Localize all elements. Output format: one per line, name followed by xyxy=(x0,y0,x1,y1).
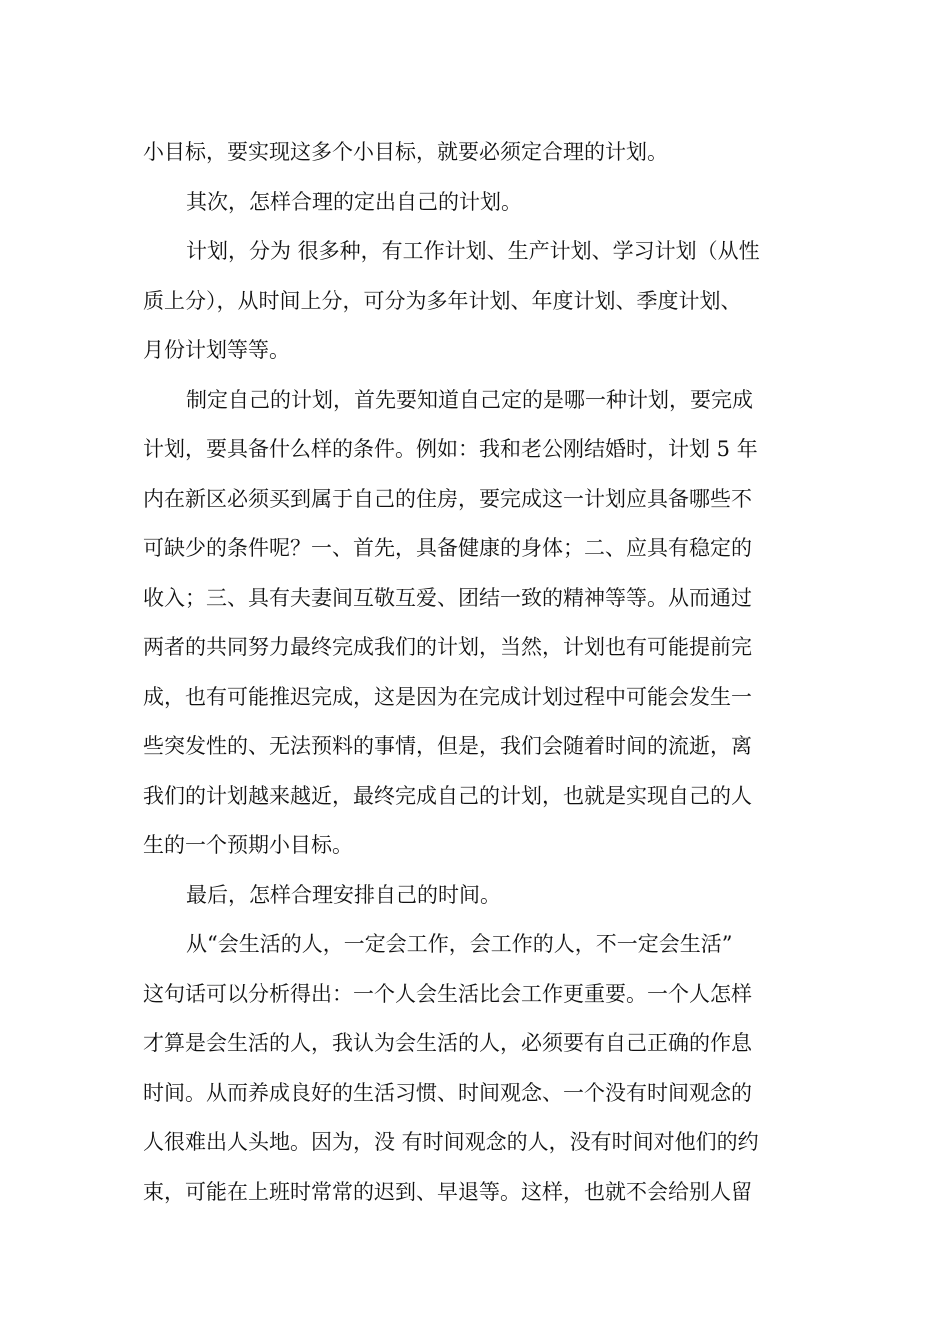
text-line: 人很难出人头地。因为，没 有时间观念的人，没有时间对他们的约 xyxy=(143,1130,759,1154)
text-line: 计划，要具备什么样的条件。例如：我和老公刚结婚时，计划 5 年 xyxy=(143,437,758,461)
text-line: 成，也有可能推迟完成，这是因为在完成计划过程中可能会发生一 xyxy=(143,684,752,709)
text-line: 些突发性的、无法预料的事情，但是，我们会随着时间的流逝，离 xyxy=(143,734,752,758)
text-line: 时间。从而养成良好的生活习惯、时间观念、一个没有时间观念的 xyxy=(143,1080,752,1105)
text-line: 两者的共同努力最终完成我们的计划，当然，计划也有可能提前完 xyxy=(143,635,752,659)
text-line: 质上分），从时间上分，可分为多年计划、年度计划、季度计划、 xyxy=(143,288,742,313)
text-line: 收入；三、具有夫妻间互敬互爱、团结一致的精神等等。从而通过 xyxy=(143,585,752,610)
text-line: 最后，怎样合理安排自己的时间。 xyxy=(186,882,501,907)
document-body xyxy=(143,128,807,1217)
text-line: 才算是会生活的人，我认为会生活的人，必须要有自己正确的作息 xyxy=(143,1031,752,1055)
text-line: 月份计划等等。 xyxy=(143,338,290,362)
text-line: 其次，怎样合理的定出自己的计划。 xyxy=(186,189,522,214)
text-line: 束，可能在上班时常常的迟到、早退等。这样，也就不会给别人留 xyxy=(143,1179,752,1204)
text-line: 制定自己的计划，首先要知道自己定的是哪一种计划，要完成 xyxy=(186,387,753,412)
text-line: 这句话可以分析得出：一个人会生活比会工作更重要。一个人怎样 xyxy=(143,981,752,1006)
text-line: 生的一个预期小目标。 xyxy=(143,833,353,857)
text-line: 可缺少的条件呢？一、首先，具备健康的身体；二、应具有稳定的 xyxy=(143,536,752,560)
text-line: 从“会生活的人，一定会工作，会工作的人，不一定会生活” xyxy=(186,932,733,956)
text-line: 计划，分为 很多种，有工作计划、生产计划、学习计划（从性 xyxy=(186,239,760,263)
text-line: 我们的计划越来越近，最终完成自己的计划，也就是实现自己的人 xyxy=(143,783,752,808)
text-line: 内在新区必须买到属于自己的住房，要完成这一计划应具备哪些不 xyxy=(143,486,752,511)
text-line: 小目标，要实现这多个小目标，就要必须定合理的计划。 xyxy=(143,140,668,164)
